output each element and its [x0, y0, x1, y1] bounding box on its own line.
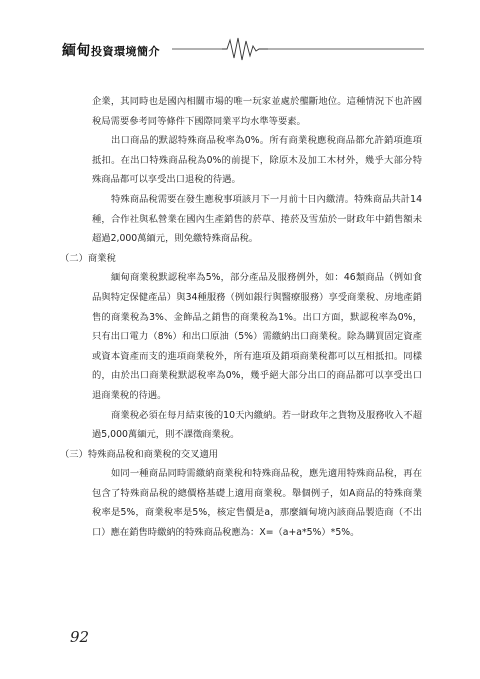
paragraph: 企業，其同時也是國內相關市場的唯一玩家並處於壟斷地位。這種情況下也許國稅局需要參考同等條件下國際同業平均水準等要素。	[92, 96, 422, 127]
page-number: 92	[70, 628, 90, 646]
section-heading: （二）商業稅	[60, 252, 116, 264]
header-wave-rule	[0, 32, 480, 62]
page-header	[0, 32, 480, 62]
paragraph: 特殊商品稅需要在發生應稅事項該月下一月前十日內繳清。特殊商品共計14種，合作社與私營業在國內生產銷售的菸草、捲菸及雪茄於一財政年中銷售額未超過2,000萬緬元，則免繳特殊商品稅。	[92, 193, 422, 245]
paragraph: 商業稅必須在每月結束後的10天內繳納。若一財政年之貨物及服務收入不超過5,000萬緬元，則不課徵商業稅。	[92, 409, 422, 441]
header-title-subtitle: 投資環境簡介	[91, 45, 160, 58]
paragraph: 緬甸商業稅默認稅率為5%，部分產品及服務例外，如：46類商品（例如食品與特定保健產品）與34種服務（例如銀行與醫療服務）享受商業稅、房地產銷售的商業稅為3%、金飾品之銷售的商業稅為1%。出口方面，默認稅率為0%，只有出口電力（8%）和出口原油（5%）需繳納出口商業稅。除為購買固定資產或資本資產而支的進項商業稅外，所有進項及銷項商業稅都可以互相抵扣。同樣的，由於出口商業稅默認稅率為0%，幾乎絕大部分出口的商品都可以享受出口退商業稅的待遇。	[92, 272, 422, 401]
paragraph: 出口商品的默認特殊商品稅率為0%。所有商業稅應稅商品都允許銷項進項抵扣。在出口特殊商品稅為0%的前提下，除原木及加工木材外，幾乎大部分特殊商品都可以享受出口退稅的待遇。	[92, 135, 422, 186]
body-text	[60, 92, 422, 543]
header-title-country: 緬甸	[62, 43, 91, 59]
paragraph: 如同一種商品同時需繳納商業稅和特殊商品稅，應先適用特殊商品稅，再在包含了特殊商品稅的總價格基礎上適用商業稅。舉個例子，如A商品的特殊商業稅率是5%，商業稅率是5%，核定售價是a，那麼緬甸境內該商品製造商（不出口）應在銷售時繳納的特殊商品稅應為：X=（a+a*5%）*5%。	[92, 468, 422, 539]
section-heading: （三）特殊商品稅和商業稅的交叉適用	[60, 448, 219, 460]
